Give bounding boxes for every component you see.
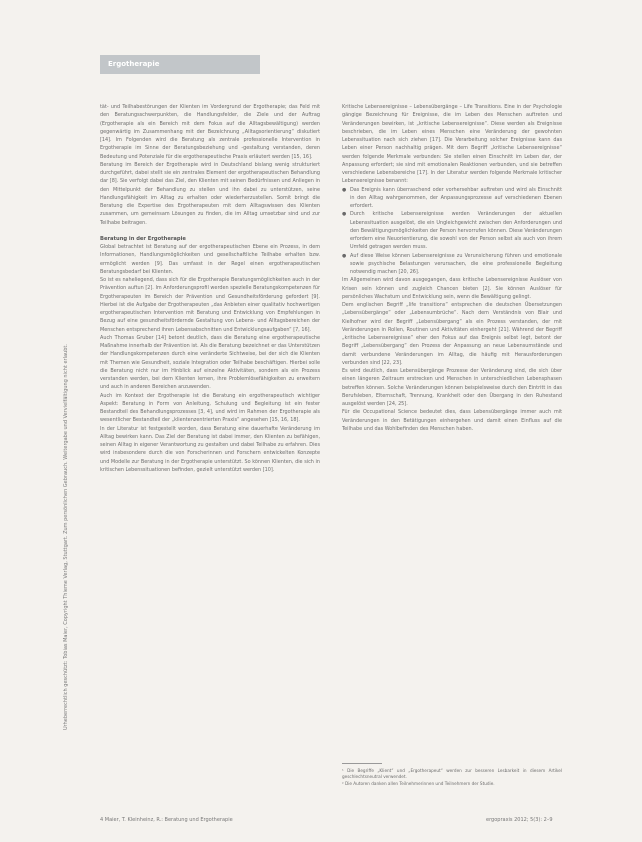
footnote: ¹ Die Begriffe „Klient“ und „Ergotherapeut“ werden zur besseren Lesbarkeit in diesem Artikel geschlechtsneutral verwendet.	[342, 768, 562, 780]
page-footer-left: 4 Maier, T. Kleinheinz, R.: Beratung und Ergotherapie	[100, 817, 233, 823]
section-heading: Beratung in der Ergotherapie	[100, 235, 186, 242]
footnote-divider	[342, 763, 382, 764]
paragraph: tät- und Teilhabestörungen der Klienten im Vordergrund der Ergotherapie; das Feld mit den Beratungsschwerpunkten, die Handlungsfelder, die Ziele und der Auftrag (Ergotherapie als ein Bereich mit dem Fokus auf die Alltagsbewältigung) werden gegenwärtig im Zusammenhang mit der Bezeichnung „Alltagsorientierung“ diskutiert [14]. Im Folgenden wird die Beratung als zentrale professionelle Intervention in Ergotherapie im Sinne der Beratungsbeziehung und -gestaltung verstanden, deren Bedeutung und Potenziale für die ergotherapeutische Praxis erläutert werden [15, 16].	[100, 104, 320, 160]
paragraph: Es wird deutlich, dass Lebensübergänge Prozesse der Veränderung sind, die sich über einen längeren Zeitraum erstrecken und Menschen in unterschiedlichen Lebensphasen betreffen können. Solche Veränderungen können beispielsweise durch den Eintritt in das Berufsleben, Elternschaft, Trennung, Krankheit oder den Übergang in den Ruhestand ausgelöst werden [24, 25].	[342, 368, 562, 407]
paragraph: Auch im Kontext der Ergotherapie ist die Beratung ein ergotherapeutisch wichtiger Aspekt: Beratung in Form von Anleitung, Schulung und Begleitung ist ein fester Bestandteil des Behandlungsprozesses [3, 4], und wird im Rahmen der Ergotherapie als wesentlicher Bestandteil der „klientenzentrierten Praxis“ angesehen [15, 16, 18].	[100, 392, 320, 424]
section-label: Ergotherapie	[100, 55, 260, 74]
bullet-icon: ●	[342, 186, 347, 193]
list-item: ● Das Ereignis kann überraschend oder vorhersehbar auftreten und wird als Einschnitt in den Alltag wahrgenommen, der Anpassungsprozesse auf verschiedenen Ebenen erfordert.	[342, 186, 562, 209]
paragraph: In der Literatur ist festgestellt worden, dass Beratung eine dauerhafte Veränderung im Alltag bewirken kann. Das Ziel der Beratung ist dabei immer, den Klienten zu befähigen, seinen Alltag in eigener Verantwortung zu gestalten und dabei Teilhabe zu erfahren. Dies wird insbesondere durch die von Forscherinnen und Forschern entwickelten Konzepte und Modelle zur Beratung in der Ergotherapie unterstützt. So können Klienten, die sich in kritischen Lebenssituationen befinden, gezielt unterstützt werden [10].	[100, 425, 320, 473]
paragraph: Beratung im Bereich der Ergotherapie wird in Deutschland bislang wenig strukturiert durchgeführt, dabei stellt sie ein zentrales Element der ergotherapeutischen Behandlung dar [8]. Sie verfolgt dabei das Ziel, den Klienten mit seinen Bedürfnissen und Anliegen in den Mittelpunkt der Behandlung zu stellen und ihn dabei zu unterstützen, seine Handlungsfähigkeit im Alltag zu erhalten oder wiederherzustellen. Somit bringt die Beratung die Expertise des Ergotherapeuten mit dem Alltagswissen des Klienten zusammen, um gemeinsam Lösungen zu finden, die im Alltag umsetzbar sind und zur Teilhabe beitragen.	[100, 161, 320, 226]
right-column	[342, 103, 562, 433]
page-footer-right: ergopraxis 2012; 5(3): 2–9	[486, 817, 553, 823]
paragraph: Kritische Lebensereignisse – Lebensübergänge – Life Transitions. Eine in der Psychologie gängige Bezeichnung für Ereignisse, die im Leben des Menschen auftreten und Veränderungen bewirken, ist „kritische Lebensereignisse“. Diese werden als Ereignisse beschrieben, die im Leben eines Menschen eine Veränderung der gewohnten Lebenssituation nach sich ziehen [17]. Die Verarbeitung solcher Ereignisse kann das Leben einer Person nachhaltig prägen. Mit dem Begriff „kritische Lebensereignisse“ werden folgende Merkmale verbunden: Sie stellen einen Einschnitt im Leben dar, der Anpassung erfordert; sie sind mit emotionalen Reaktionen verbunden, und sie betreffen verschiedene Lebensbereiche [17]. In der Literatur werden folgende Merkmale kritischer Lebensereignisse benannt:	[342, 104, 562, 185]
paragraph: Für die Occupational Science bedeutet dies, dass Lebensübergänge immer auch mit Veränderungen in den Betätigungen einhergehen und damit einen Einfluss auf die Teilhabe und das Wohlbefinden des Menschen haben.	[342, 409, 562, 432]
footnotes	[342, 768, 562, 787]
bullet-icon: ●	[342, 211, 347, 218]
list-item: ● Durch kritische Lebensereignisse werden Veränderungen der aktuellen Lebenssituation ausgelöst, die ein Ungleichgewicht zwischen den Anforderungen und den Bewältigungsmöglichkeiten der Person hervorrufen können. Diese Veränderungen erfordern eine Neuorientierung, die sowohl von der Person selbst als auch von ihrem Umfeld getragen werden muss.	[342, 211, 562, 251]
list-item: ● Auf diese Weise können Lebensereignisse zu Verunsicherung führen und emotionale sowie psychische Belastungen verursachen, die eine professionelle Begleitung notwendig machen [20, 26].	[342, 252, 562, 275]
copyright-watermark: Urheberrechtlich geschützt: Tobias Maier, Copyright Thieme Verlag, Stuttgart. Zum persönlichen Gebrauch. Weitergabe und Vervielfältigung nicht erlaubt.	[63, 344, 69, 730]
paragraph: Global betrachtet ist Beratung auf der ergotherapeutischen Ebene ein Prozess, in dem Informationen, Handlungsmöglichkeiten und gesellschaftliche Teilhabe erhalten bzw. ermöglicht werden [9]. Das umfasst in der Regel einen ergotherapeutischen Beratungsbedarf bei Klienten.	[100, 244, 320, 275]
footnote: ² Die Autoren danken allen Teilnehmerinnen und Teilnehmern der Studie.	[342, 780, 495, 786]
paragraph: Im Allgemeinen wird davon ausgegangen, dass kritische Lebensereignisse Auslöser von Krisen sein können und zugleich Chancen bieten [2]. Sie können Auslöser für persönliches Wachstum und Entwicklung sein, wenn die Bewältigung gelingt.	[342, 277, 562, 300]
paragraph: Dem englischen Begriff „life transitions“ entsprechen die deutschen Übersetzungen „Lebensübergänge“ oder „Lebensumbrüche“. Nach dem Verständnis von Blair und Kielhofner wird der Begriff „Lebensübergang“ als ein Prozess verstanden, der mit Veränderungen in Rollen, Routinen und Aktivitäten einhergeht [21]. Während der Begriff „kritische Lebensereignisse“ eher den Fokus auf das Ereignis selbst legt, betont der Begriff „Lebensübergang“ den Prozess der Anpassung an neue Lebensumstände und damit verbundene Veränderungen im Alltag, die häufig mit Herausforderungen verbunden sind [22, 23].	[342, 302, 562, 366]
left-column	[100, 103, 320, 474]
paragraph: Auch Thomas Gruber [14] betont deutlich, dass die Beratung eine ergotherapeutische Maßnahme innerhalb der Prävention ist. Als die Beratung bezeichnet er das Unterstützen der Handlungskompetenzen durch eine veränderte Sichtweise, bei der sich die Klienten mit Themen wie Gesundheit, soziale Integration oder Teilhabe beschäftigen. Hierbei solle die Beratung nicht nur im Hinblick auf einzelne Aktivitäten, sondern als ein Prozess verstanden werden, bei dem Klienten lernen, ihre Problemlösefähigkeiten zu erweitern und auch in anderen Bereichen anzuwenden.	[100, 334, 320, 391]
bullet-icon: ●	[342, 252, 347, 259]
paragraph: So ist es naheliegend, dass sich für die Ergotherapie Beratungsmöglichkeiten auch in der Prävention auftun [2]. Im Anforderungsprofil werden spezielle Beratungskompetenzen für Ergotherapeuten im Bereich der Prävention und Gesundheitsförderung gefordert [9]. Hierbei ist die Aufgabe der Ergotherapeuten „das Anbieten einer qualitativ hochwertigen ergotherapeutischen Intervention mit Beratung und Entwicklung von Empfehlungen in Bezug auf eine gesundheitsfördernde Gestaltung von Lebens- und Alltagsbereichen der Menschen entsprechend ihren Lebensabschnitten und Entwicklungsaufgaben“ [7, 16].	[100, 277, 320, 333]
